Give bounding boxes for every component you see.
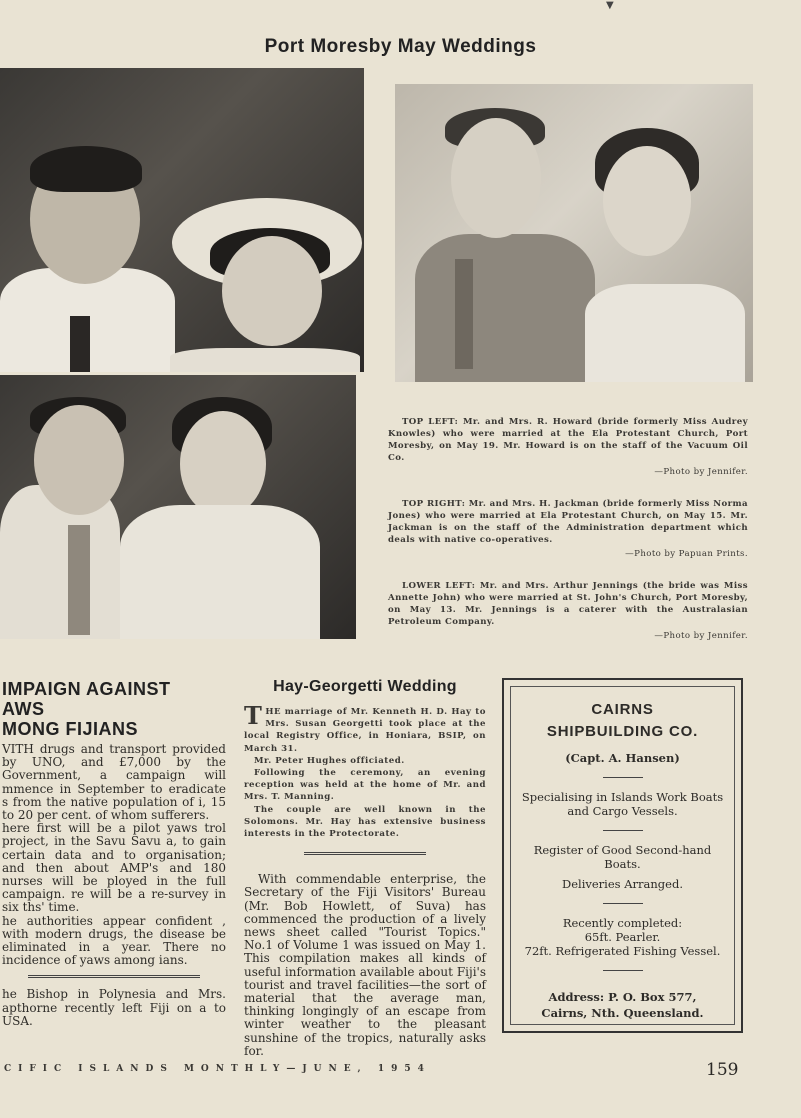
photo-captions xyxy=(388,416,748,662)
ad-divider xyxy=(603,903,643,904)
article-hay-georgetti-wedding xyxy=(244,678,486,1058)
photo-credit: —Photo by Jennifer. xyxy=(654,631,748,641)
photo-credit: —Photo by Jennifer. xyxy=(654,467,748,477)
page-footer xyxy=(0,1062,801,1082)
ad-title: CAIRNS xyxy=(591,701,654,718)
page-number: 159 xyxy=(706,1060,739,1080)
article-yaws-campaign xyxy=(2,679,226,1028)
drop-cap: T xyxy=(244,701,263,730)
ad-divider xyxy=(603,777,643,778)
double-rule-divider xyxy=(28,975,200,978)
article-body: VITH drugs and transport provided by UNO, and £7,000 by the Government, a campaign will mmence in September to eradicate s from the native population of i, 15 to 20 per cent. of whom sufferers. here first will be a pilot yaws trol project, in the Savu Savu a, to gain certain data and to organisation; and then about AMP's and 180 nurses will be ployed in the full campaign. re will be a re-survey in six ths' time. he authorities appear confident , with modern drugs, the disease be eliminated in a year. There no incidence of yaws among ians. xyxy=(2,742,226,968)
ad-text: Specialising in Islands Work Boats and Cargo Vessels. xyxy=(521,790,724,818)
advertisement-cairns-shipbuilding xyxy=(502,678,743,1033)
ad-subtitle: (Capt. A. Hansen) xyxy=(565,751,680,765)
ad-divider xyxy=(603,830,643,831)
photo-top-right xyxy=(395,84,753,382)
page-notch-mark: ▼ xyxy=(606,0,614,11)
photo-credit: —Photo by Papuan Prints. xyxy=(625,549,748,559)
article-headline: Hay-Georgetti Wedding xyxy=(273,678,457,695)
ad-text: 65ft. Pearler. xyxy=(584,930,661,944)
ad-text: Recently completed: xyxy=(562,916,683,930)
ad-text: 72ft. Refrigerated Fishing Vessel. xyxy=(524,944,721,958)
caption-lower-left: LOWER LEFT: Mr. and Mrs. Arthur Jennings (the bride was Miss Annette John) who were married at St. John's Church, Port Moresby, on May 13. Mr. Jennings is a caterer with the Australasian Petroleum Company. —Photo by Jennifer. xyxy=(388,581,748,641)
article-body: he Bishop in Polynesia and Mrs. apthorne recently left Fiji on a to USA. xyxy=(2,987,226,1028)
photo-lower-left xyxy=(0,375,356,639)
article-body: THE marriage of Mr. Kenneth H. D. Hay to Mrs. Susan Georgetti took place at the local Registry Office, in Honiara, BSIP, on March 31. Mr. Peter Hughes officiated. Following the ceremony, an evening reception was held at the home of Mr. and Mrs. T. Manning. The couple are well known in the Solomons. Mr. Hay has extensive business interests in the Protectorate. xyxy=(244,701,486,840)
ad-title: SHIPBUILDING CO. xyxy=(546,723,699,740)
footer-publication: CIFIC ISLANDS MONTHLY—JUNE, 1954 xyxy=(4,1064,431,1074)
caption-top-right: TOP RIGHT: Mr. and Mrs. H. Jackman (bride formerly Miss Norma Jones) who were married at Ela Protestant Church, on May 15. Mr. Jackman is on the staff of the Administration department which deals with native co-operatives. —Photo by Papuan Prints. xyxy=(388,499,748,559)
article-headline: IMPAIGN AGAINST AWS MONG FIJIANS xyxy=(2,679,171,739)
double-rule-divider xyxy=(304,852,426,855)
ad-divider xyxy=(603,970,643,971)
article-tourist-topics: With commendable enterprise, the Secretary of the Fiji Visitors' Bureau (Mr. Bob Howlett, of Suva) has commenced the production of a lively news sheet called "Tourist Topics." No.1 of Volume 1 was issued on May 1. This compilation makes all kinds of useful information available about Fiji's tourist and travel facilities—the sort of material that the average man, thinking longingly of an escape from winter weather to the pleasant sunshine of the tropics, naturally asks for. xyxy=(244,872,486,1058)
ad-address: Address: P. O. Box 577, Cairns, Nth. Queensland. xyxy=(541,990,704,1020)
ad-text: Register of Good Second-hand Boats. xyxy=(533,843,712,871)
page-title: Port Moresby May Weddings xyxy=(264,36,537,57)
ad-text: Deliveries Arranged. xyxy=(562,877,683,891)
caption-top-left: TOP LEFT: Mr. and Mrs. R. Howard (bride formerly Miss Audrey Knowles) who were married at the Ela Protestant Church, Port Moresby, on May 19. Mr. Howard is on the staff of the Vacuum Oil Co. —Photo by Jennifer. xyxy=(388,417,748,477)
photo-top-left xyxy=(0,68,364,372)
